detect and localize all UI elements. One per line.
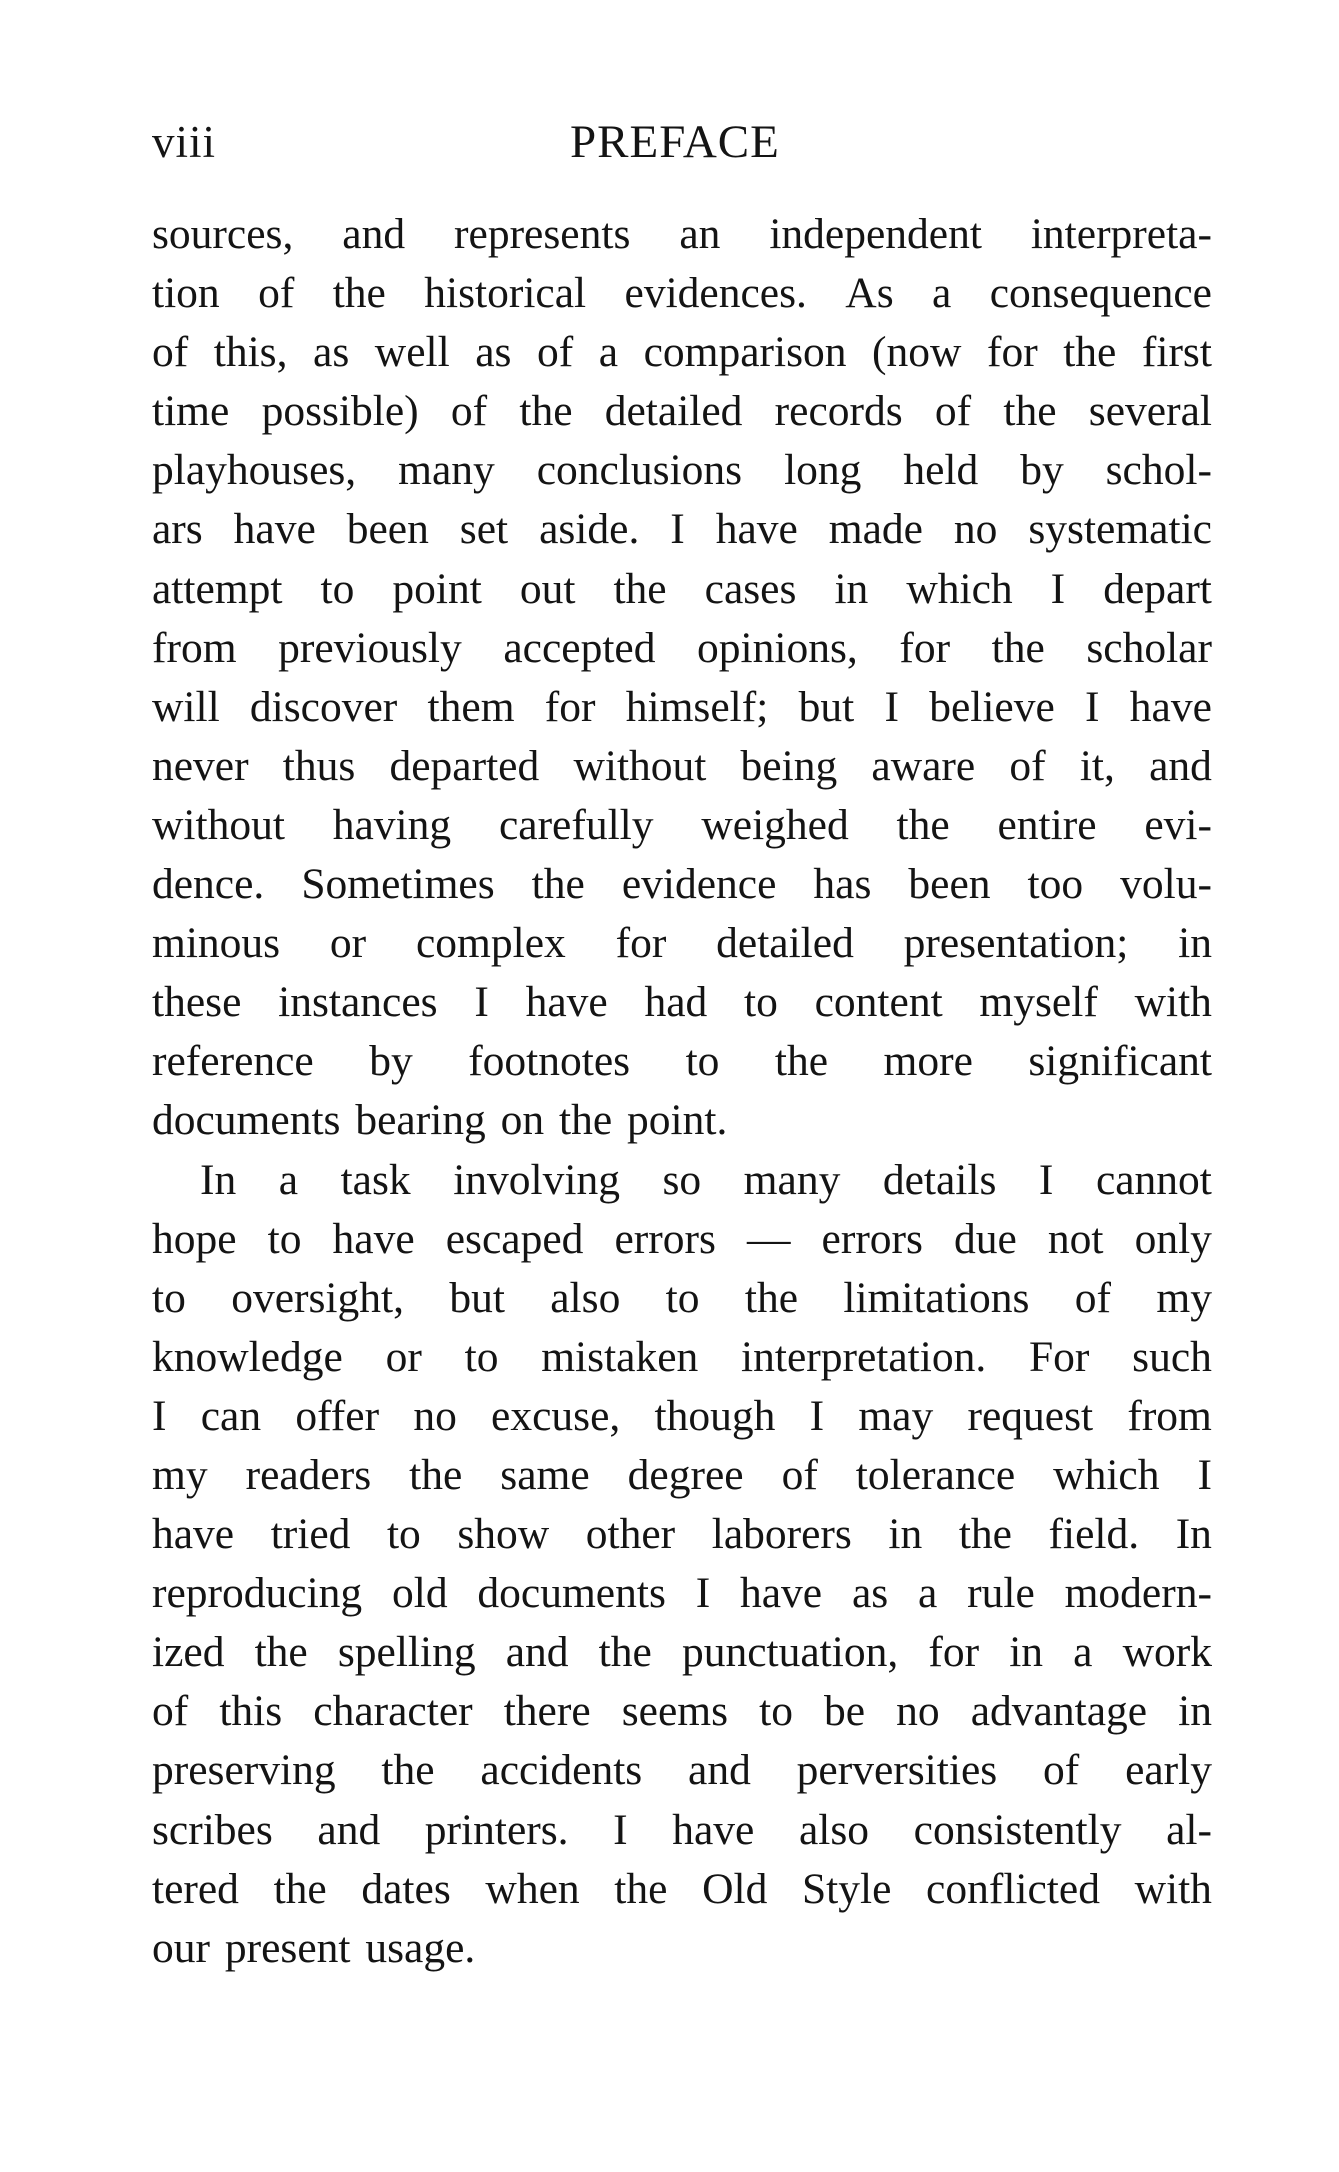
text-line: of this, as well as of a comparison (now for the first	[152, 328, 1212, 377]
text-line: knowledge or to mistaken interpretation. For such	[152, 1332, 1212, 1381]
text-line: sources, and represents an independent interpreta-	[152, 210, 1212, 258]
text-line: time possible) of the detailed records of the several	[152, 387, 1212, 436]
running-title: PREFACE	[570, 116, 780, 168]
text-line: my readers the same degree of tolerance which I	[152, 1450, 1212, 1499]
text-line: from previously accepted opinions, for the scholar	[152, 623, 1212, 672]
text-line: hope to have escaped errors — errors due not only	[152, 1214, 1212, 1263]
text-line: to oversight, but also to the limitations of my	[152, 1273, 1212, 1322]
text-line: In a task involving so many details I cannot	[200, 1155, 1212, 1204]
text-line: ars have been set aside. I have made no systematic	[152, 505, 1212, 554]
text-line: never thus departed without being aware of it, and	[152, 741, 1212, 790]
text-line: minous or complex for detailed presentation; in	[152, 919, 1212, 968]
text-line: preserving the accidents and perversities of early	[152, 1746, 1212, 1795]
paragraph	[152, 1151, 1212, 1978]
text-line: our present usage.	[152, 1923, 476, 1972]
text-line: playhouses, many conclusions long held by schol-	[152, 446, 1212, 495]
text-line: scribes and printers. I have also consistently al-	[152, 1805, 1212, 1854]
text-line: without having carefully weighed the entire evi-	[152, 800, 1212, 849]
text-line: I can offer no excuse, though I may request from	[152, 1391, 1212, 1440]
body-text	[152, 205, 1212, 1978]
text-line: attempt to point out the cases in which I depart	[152, 564, 1212, 613]
text-line: reproducing old documents I have as a rule modern-	[152, 1569, 1212, 1618]
text-line: these instances I have had to content myself with	[152, 978, 1212, 1027]
text-line: of this character there seems to be no advantage in	[152, 1687, 1212, 1736]
text-line: documents bearing on the point.	[152, 1096, 728, 1145]
paragraph	[152, 205, 1212, 1151]
text-line: dence. Sometimes the evidence has been too volu-	[152, 860, 1212, 909]
text-line: tion of the historical evidences. As a consequence	[152, 269, 1212, 318]
running-head	[152, 112, 1212, 172]
page-number: viii	[152, 117, 217, 167]
text-line: reference by footnotes to the more significant	[152, 1037, 1212, 1086]
text-line: ized the spelling and the punctuation, for in a work	[152, 1628, 1212, 1677]
text-line: will discover them for himself; but I believe I have	[152, 682, 1212, 731]
text-line: have tried to show other laborers in the field. In	[152, 1510, 1212, 1559]
text-line: tered the dates when the Old Style conflicted with	[152, 1864, 1212, 1913]
